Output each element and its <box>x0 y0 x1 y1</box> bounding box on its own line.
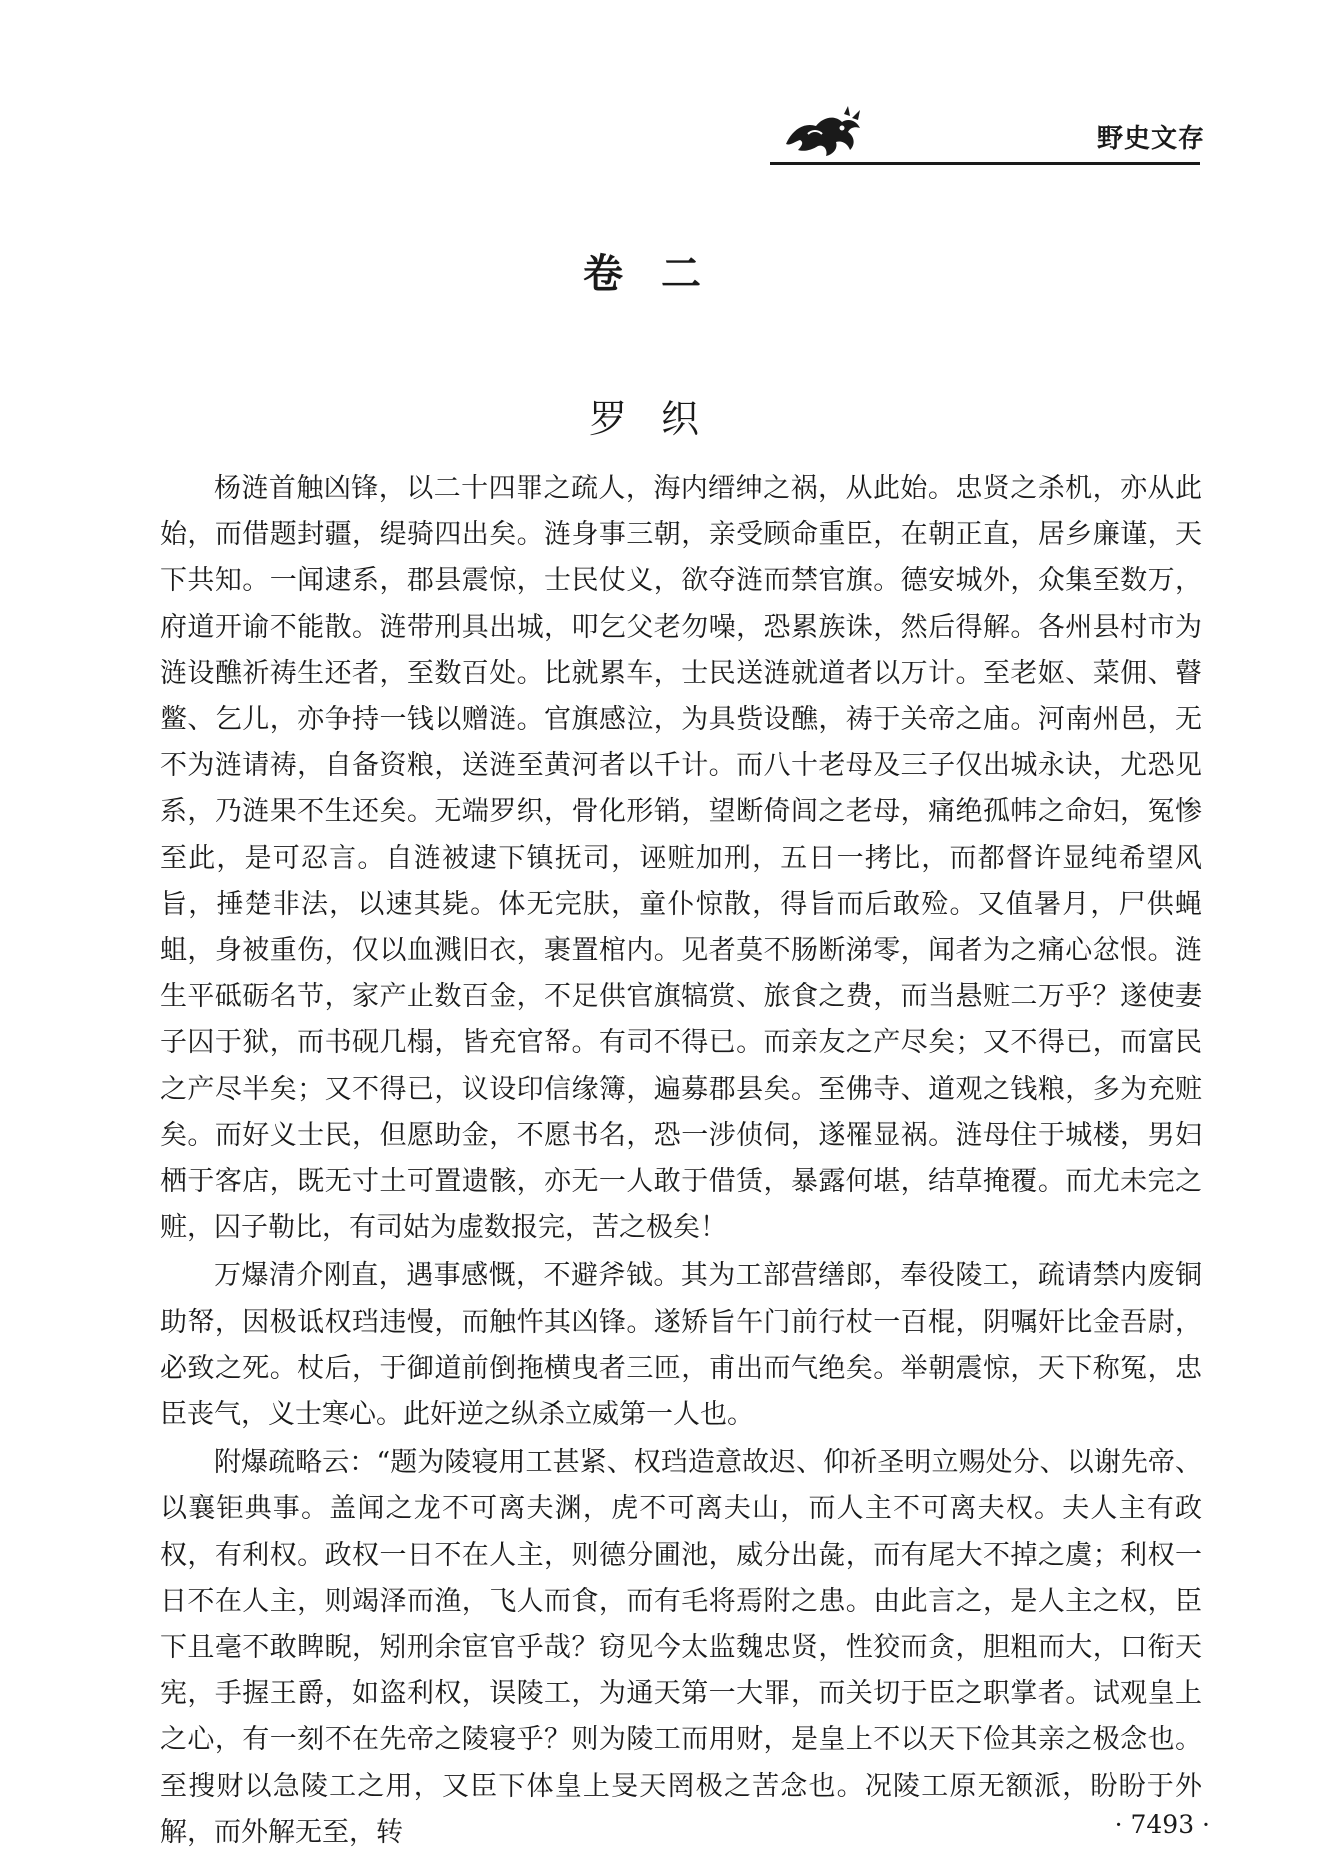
body-text <box>160 466 1202 1858</box>
section-title: 罗织 <box>588 397 733 441</box>
series-title: 野史文存 <box>1096 124 1205 154</box>
page-number: · 7493 · <box>1114 1810 1210 1839</box>
paragraph: 万爆清介刚直，遇事感慨，不避斧钺。其为工部营缮郎，奉役陵工，疏请禁内废铜助帑，因极诋权珰违慢，而触忤其凶锋。遂矫旨午门前行杖一百棍，阴嘱奸比金吾尉，必致之死。杖后，于御道前倒拖横曳者三匝，甫出而气绝矣。举朝震惊，天下称冤，忠臣丧气，义士寒心。此奸逆之纵杀立威第一人也。 <box>160 1260 1202 1431</box>
paragraph: 杨涟首触凶锋，以二十四罪之疏人，海内缙绅之祸，从此始。忠贤之杀机，亦从此始，而借题封疆，缇骑四出矣。涟身事三朝，亲受顾命重臣，在朝正直，居乡廉谨，天下共知。一闻逮系，郡县震惊，士民仗义，欲夺涟而禁官旗。德安城外，众集至数万，府道开谕不能散。涟带刑具出城，叩乞父老勿噪，恐累族诛，然后得解。各州县村市为涟设醮祈祷生还者，至数百处。比就累车，士民送涟就道者以万计。至老妪、菜佣、瞽鳖、乞儿，亦争持一钱以赠涟。官旗感泣，为具赀设醮，祷于关帝之庙。河南州邑，无不为涟请祷，自备资粮，送涟至黄河者以千计。而八十老母及三子仅出城永诀，尤恐见系，乃涟果不生还矣。无端罗织，骨化形销，望断倚闾之老母，痛绝孤帏之命妇，冤惨至此，是可忍言。自涟被逮下镇抚司，诬赃加刑，五日一拷比，而都督许显纯希望风旨，捶楚非法，以速其毙。体无完肤，童仆惊散，得旨而后敢殓。又值暑月，尸供蝇蛆，身被重伤，仅以血溅旧衣，裹置棺内。见者莫不肠断涕零，闻者为之痛心忿恨。涟生平砥砺名节，家产止数百金，不足供官旗犒赏、旅食之费，而当悬赃二万乎？遂使妻子囚于狱，而书砚几榻，皆充官帑。有司不得已。而亲友之产尽矣；又不得已，而富民之产尽半矣；又不得已，议设印信缘簿，遍募郡县矣。至佛寺、道观之钱粮，多为充赃矣。而好义士民，但愿助金，不愿书名，恐一涉侦伺，遂罹显祸。涟母住于城楼，男妇栖于客店，既无寸土可置遗骸，亦无一人敢于借赁，暴露何堪，结草掩覆。而尤未完之赃，囚子勒比，有司姑为虚数报完，苦之极矣！ <box>160 473 1202 1244</box>
paragraph: 附爆疏略云：“题为陵寝用工甚紧、权珰造意故迟、仰祈圣明立赐处分、以谢先帝、以襄钜典事。盖闻之龙不可离夫渊，虎不可离夫山，而人主不可离夫权。夫人主有政权，有利权。政权一日不在人主，则德分圃池，威分出彘，而有尾大不掉之虞；利权一日不在人主，则竭泽而渔，飞人而食，而有毛将焉附之患。由此言之，是人主之权，臣下且毫不敢睥睨，矧刑余宦官乎哉？窃见今太监魏忠贤，性狡而贪，胆粗而大，口衔天宪，手握王爵，如盗利权，误陵工，为通天第一大罪，而关切于臣之职掌者。试观皇上之心，有一刻不在先帝之陵寝乎？则为陵工而用财，是皇上不以天下俭其亲之极念也。至搜财以急陵工之用，又臣下体皇上旻天罔极之苦念也。况陵工原无额派，盼盼于外解，而外解无至，转 <box>160 1447 1202 1848</box>
header-rule <box>770 162 1200 165</box>
dragon-icon <box>778 100 866 162</box>
volume-title: 卷二 <box>583 251 739 297</box>
